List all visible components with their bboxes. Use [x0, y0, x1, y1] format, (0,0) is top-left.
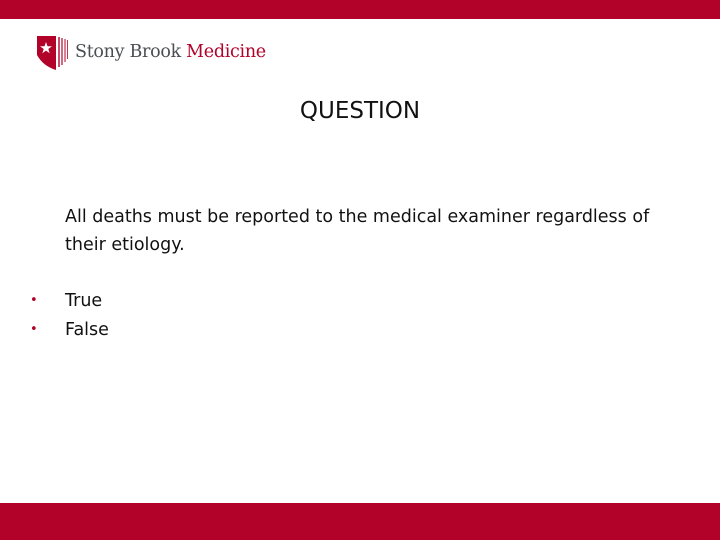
option-false	[30, 315, 109, 344]
logo-wordmark	[75, 44, 266, 62]
stony-brook-medicine-logo	[35, 33, 266, 73]
bullet-icon: •	[30, 322, 38, 337]
logo-word-medicine: Medicine	[186, 42, 266, 63]
shield-star-icon	[35, 33, 69, 73]
answer-options-list	[30, 286, 109, 344]
question-statement: All deaths must be reported to the medical examiner regardless of their etiology.	[65, 207, 650, 255]
logo-word-stony-brook: Stony Brook	[75, 42, 181, 63]
option-label: False	[65, 319, 109, 340]
slide-title-text: QUESTION	[299, 98, 421, 124]
bottom-accent-bar	[0, 503, 720, 540]
top-accent-bar	[0, 0, 720, 19]
bullet-icon: •	[30, 293, 38, 308]
option-label: True	[65, 290, 103, 311]
option-true	[30, 286, 109, 315]
slide-title	[0, 98, 720, 124]
